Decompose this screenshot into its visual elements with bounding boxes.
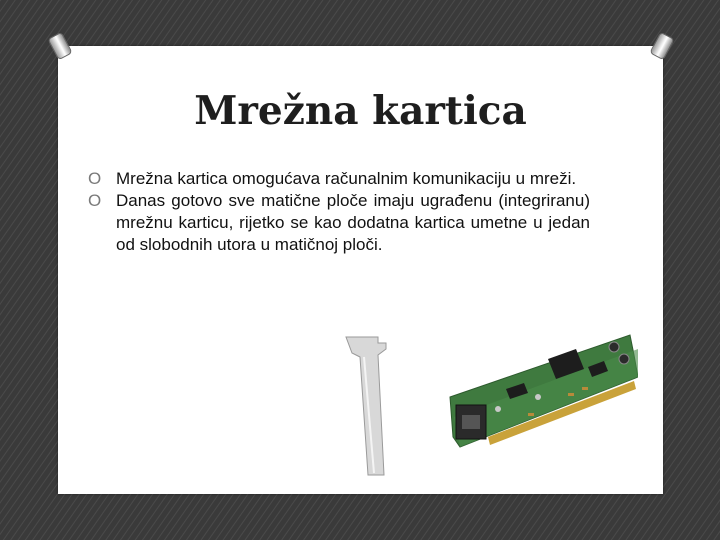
bullet-text: Danas gotovo sve matične ploče imaju ugrađenu (integriranu) mrežnu karticu, rijetko se kao dodatna kartica umetne u jedan od slobodnih utora u matičnoj ploči. [116,191,590,254]
bullet-list [88,168,590,256]
slide-title: Mrežna kartica [194,88,527,134]
bullet-marker: O [88,191,102,210]
network-card-image [338,297,638,477]
bullet-text: Mrežna kartica omogućava računalnim komunikaciju u mreži. [116,169,577,188]
bullet-item [88,168,590,190]
bullet-item [88,190,590,256]
bullet-marker: O [88,169,102,188]
